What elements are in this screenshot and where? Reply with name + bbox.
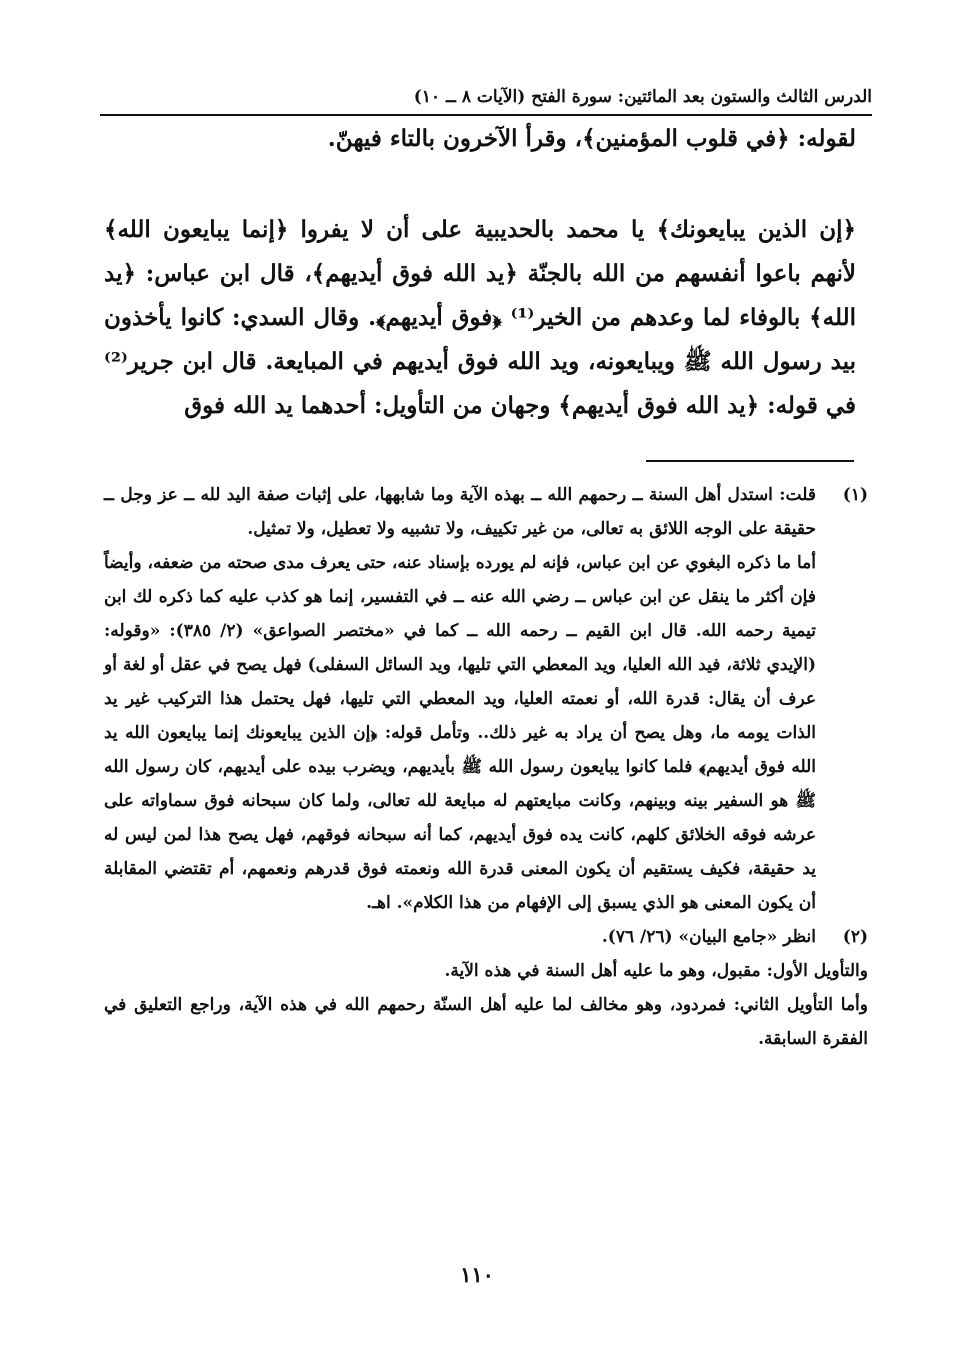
footnote-separator	[646, 460, 854, 462]
footnote-paragraph: وأما التأويل الثاني: فمردود، وهو مخالف لما عليه أهل السنّة رحمهم الله في هذه الآية، وراجع التعليق في الفقرة السابقة.	[104, 995, 868, 1049]
footnote-body	[104, 954, 868, 1056]
footnote-number: (١)	[842, 485, 868, 505]
header-rule	[100, 114, 872, 116]
footnote-1	[104, 478, 868, 920]
footnote-body	[104, 478, 816, 920]
footnote-2-continued	[104, 954, 868, 1056]
main-line: جرير⁽²⁾ في قوله: ﴿يد الله فوق أيديهم﴾ وجهان من التأويل: أحدهما يد الله فوق	[104, 348, 856, 419]
footnotes	[104, 478, 868, 1056]
footnote-paragraph: والتأويل الأول: مقبول، وهو ما عليه أهل السنة في هذه الآية.	[444, 961, 868, 981]
intro-line: لقوله: ﴿في قلوب المؤمنين﴾، وقرأ الآخرون بالتاء فيهنّ.	[327, 125, 856, 152]
main-line: يأخذون بيد رسول الله ﷺ ويبايعونه، ويد الله فوق أيديهم في المبايعة. قال ابن	[104, 304, 856, 375]
footnote-paragraph: انظر «جامع البيان» (٢٦/ ٧٦).	[601, 927, 816, 947]
footnote-number: (٢)	[842, 927, 868, 947]
main-line: الله﴾ لأنهم باعوا أنفسهم من الله بالجنّة ﴿يد الله فوق أيديهم﴾، قال ابن عباس:	[104, 216, 857, 287]
footnote-2	[104, 920, 868, 954]
page-number: ١١٠	[460, 1262, 494, 1287]
footnote-paragraph: أما ما ذكره البغوي عن ابن عباس، فإنه لم يورده بإسناد عنه، حتى يعرف مدى صحته من ضعفه، وأيضاً فإن أكثر ما ينقل عن ابن عباس ــ رضي الله عنه ــ في التفسير، إنما هو كذب عليه كما ذكره لك ابن تيمية رحمه الله. قال ابن القيم ــ رحمه الله ــ كما في «مختصر الصواعق» (٢/ ٣٨٥): «وقوله: (الإيدي ثلاثة، فيد الله العليا، ويد المعطي التي تليها، ويد السائل السفلى) فهل يصح في عقل أو لغة أو عرف أن يقال: قدرة الله، أو نعمته العليا، ويد المعطي التي تليها، فهل يحتمل هذا التركيب غير يد الذات يومه ما، وهل يصح أن يراد به غير ذلك.. وتأمل قوله: ﴿إن الذين يبايعونك إنما يبايعون الله يد الله فوق أيديهم﴾ فلما كانوا يبايعون رسول الله ﷺ بأيديهم، ويضرب بيده على أيديهم، كان رسول الله ﷺ هو السفير بينه وبينهم، وكانت مبايعتهم له مبايعة لله تعالى، ولما كان سبحانه فوق سماواته على عرشه فوقه الخلائق كلهم، كانت يده فوق أيديهم، كما أنه سبحانه فوقهم، فهل يصح هذا لمن ليس له يد حقيقة، فكيف يستقيم أن يكون المعنى قدرة الله ونعمته فوق قدرهم ونعمهم، أم تقتضي المقابلة أن يكون المعنى هو الذي يسبق إلى الإفهام من هذا الكلام». اهـ.	[104, 553, 816, 913]
footnote-body	[104, 920, 816, 954]
footnote-paragraph: قلت: استدل أهل السنة ــ رحمهم الله ــ بهذه الآية وما شابهها، على إثبات صفة اليد لله ــ عز وجل ــ حقيقة على الوجه اللائق به تعالى، من غير تكييف، ولا تشبيه ولا تعطيل، ولا تمثيل.	[104, 485, 816, 539]
running-header: الدرس الثالث والستون بعد المائتين: سورة الفتح (الآيات ٨ ــ ١٠)	[413, 87, 872, 107]
main-line: ﴿يد الله﴾ بالوفاء لما وعدهم من الخير⁽¹⁾ ﴿فوق أيديهم﴾. وقال السدي: كانوا	[104, 260, 856, 331]
main-line: ﴿إن الذين يبايعونك﴾ يا محمد بالحديبية على أن لا يفروا ﴿إنما يبايعون	[150, 216, 856, 243]
main-paragraph	[104, 208, 856, 428]
